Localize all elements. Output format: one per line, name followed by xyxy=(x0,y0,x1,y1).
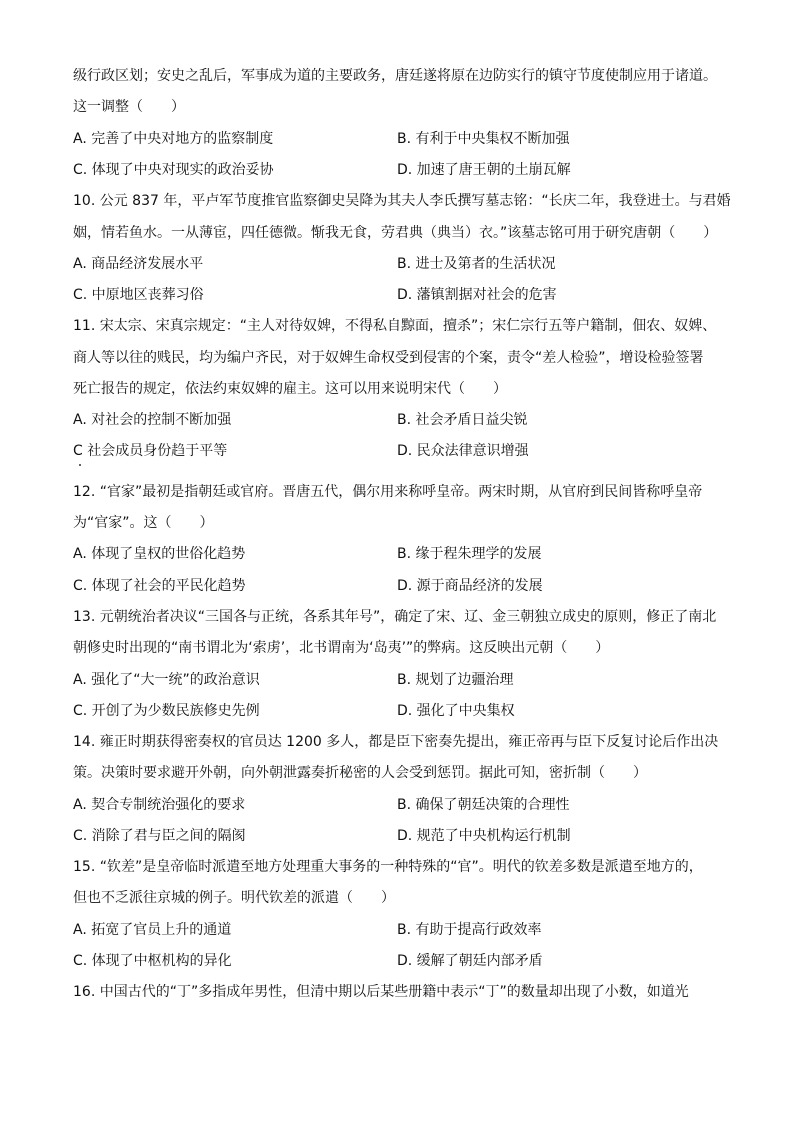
question-10-option-b[interactable]: B. 进士及第者的生活状况 xyxy=(397,256,556,272)
question-14-option-c[interactable]: C. 消除了君与臣之间的隔阂 xyxy=(73,828,246,844)
stray-dot xyxy=(79,464,81,466)
question-14-text-line-1: 14. 雍正时期获得密奏权的官员达 1200 多人，都是臣下密奏先提出，雍正帝再与臣下反复讨论后作出决 xyxy=(73,734,719,750)
question-15-text-line-2: 但也不乏派往京城的例子。明代钦差的派遣（ ） xyxy=(73,890,395,906)
question-12-option-c[interactable]: C. 体现了社会的平民化趋势 xyxy=(73,578,246,594)
question-9-option-c[interactable]: C. 体现了中央对现实的政治妥协 xyxy=(73,162,274,178)
question-11-option-c[interactable]: C 社会成员身份趋于平等 xyxy=(73,443,228,459)
question-14-option-d[interactable]: D. 规范了中央机构运行机制 xyxy=(397,828,571,844)
question-16-text-line-1: 16. 中国古代的“丁”多指成年男性，但清中期以后某些册籍中表示“丁”的数量却出现了小数，如道光 xyxy=(73,984,689,1000)
question-11-text-line-3: 死亡报告的规定，依法约束奴婢的雇主。这可以用来说明宋代（ ） xyxy=(73,381,507,397)
question-12-option-b[interactable]: B. 缘于程朱理学的发展 xyxy=(397,546,542,562)
question-11-option-d[interactable]: D. 民众法律意识增强 xyxy=(397,443,529,459)
question-14-option-b[interactable]: B. 确保了朝廷决策的合理性 xyxy=(397,797,570,813)
question-13-text-line-1: 13. 元朝统治者决议“三国各与正统，各系其年号”，确定了宋、辽、金三朝独立成史的原则，修正了南北 xyxy=(73,609,717,625)
question-12-text-line-1: 12. “官家”最初是指朝廷或官府。晋唐五代，偶尔用来称呼皇帝。两宋时期，从官府到民间皆称呼皇帝 xyxy=(73,484,703,500)
question-9-text-line-1: 级行政区划；安史之乱后，军事成为道的主要政务，唐廷遂将原在边防实行的镇守节度使制应用于诸道。 xyxy=(73,68,717,84)
question-15-option-b[interactable]: B. 有助于提高行政效率 xyxy=(397,922,542,938)
question-9-option-b[interactable]: B. 有利于中央集权不断加强 xyxy=(397,131,570,147)
question-10-text-line-2: 姻，情若鱼水。一从薄宦，四任德微。惭我无食，劳君典（典当）衣。”该墓志铭可用于研究唐朝（ ） xyxy=(73,225,718,241)
question-12-option-a[interactable]: A. 体现了皇权的世俗化趋势 xyxy=(73,546,246,562)
question-13-text-line-2: 朝修史时出现的“南书谓北为‘索虏’，北书谓南为‘岛夷’”的弊病。这反映出元朝（ ） xyxy=(73,640,610,656)
question-15-option-c[interactable]: C. 体现了中枢机构的异化 xyxy=(73,953,232,969)
question-12-text-line-2: 为“官家”。这（ ） xyxy=(73,515,214,531)
question-13-option-b[interactable]: B. 规划了边疆治理 xyxy=(397,672,514,688)
question-15-option-a[interactable]: A. 拓宽了官员上升的通道 xyxy=(73,922,232,938)
question-13-option-a[interactable]: A. 强化了“大一统”的政治意识 xyxy=(73,672,260,688)
question-11-text-line-2: 商人等以往的贱民，均为编户齐民，对于奴婢生命权受到侵害的个案，责令“差人检验”，增设检验签署 xyxy=(73,350,704,366)
question-10-option-d[interactable]: D. 藩镇割据对社会的危害 xyxy=(397,287,557,303)
question-9-text-line-2: 这一调整（ ） xyxy=(73,99,185,115)
question-11-option-a[interactable]: A. 对社会的控制不断加强 xyxy=(73,412,232,428)
question-10-option-a[interactable]: A. 商品经济发展水平 xyxy=(73,256,204,272)
question-10-text-line-1: 10. 公元 837 年，平卢军节度推官监察御史吴降为其夫人李氏撰写墓志铭：“长庆二年，我登进士。与君婚 xyxy=(73,193,731,209)
question-12-option-d[interactable]: D. 源于商品经济的发展 xyxy=(397,578,543,594)
question-15-text-line-1: 15. “钦差”是皇帝临时派遣至地方处理重大事务的一种特殊的“官”。明代的钦差多数是派遣至地方的， xyxy=(73,859,703,875)
question-13-option-d[interactable]: D. 强化了中央集权 xyxy=(397,703,515,719)
question-14-option-a[interactable]: A. 契合专制统治强化的要求 xyxy=(73,797,246,813)
question-15-option-d[interactable]: D. 缓解了朝廷内部矛盾 xyxy=(397,953,543,969)
question-10-option-c[interactable]: C. 中原地区丧葬习俗 xyxy=(73,287,204,303)
question-13-option-c[interactable]: C. 开创了为少数民族修史先例 xyxy=(73,703,260,719)
question-9-option-d[interactable]: D. 加速了唐王朝的土崩瓦解 xyxy=(397,162,571,178)
question-9-option-a[interactable]: A. 完善了中央对地方的监察制度 xyxy=(73,131,274,147)
question-14-text-line-2: 策。决策时要求避开外朝，向外朝泄露奏折秘密的人会受到惩罚。据此可知，密折制（ ） xyxy=(73,765,647,781)
question-11-text-line-1: 11. 宋太宗、宋真宗规定：“主人对待奴婢，不得私自黥面，擅杀”；宋仁宗行五等户籍制，佃农、奴婢、 xyxy=(73,318,717,334)
question-11-option-b[interactable]: B. 社会矛盾日益尖锐 xyxy=(397,412,528,428)
